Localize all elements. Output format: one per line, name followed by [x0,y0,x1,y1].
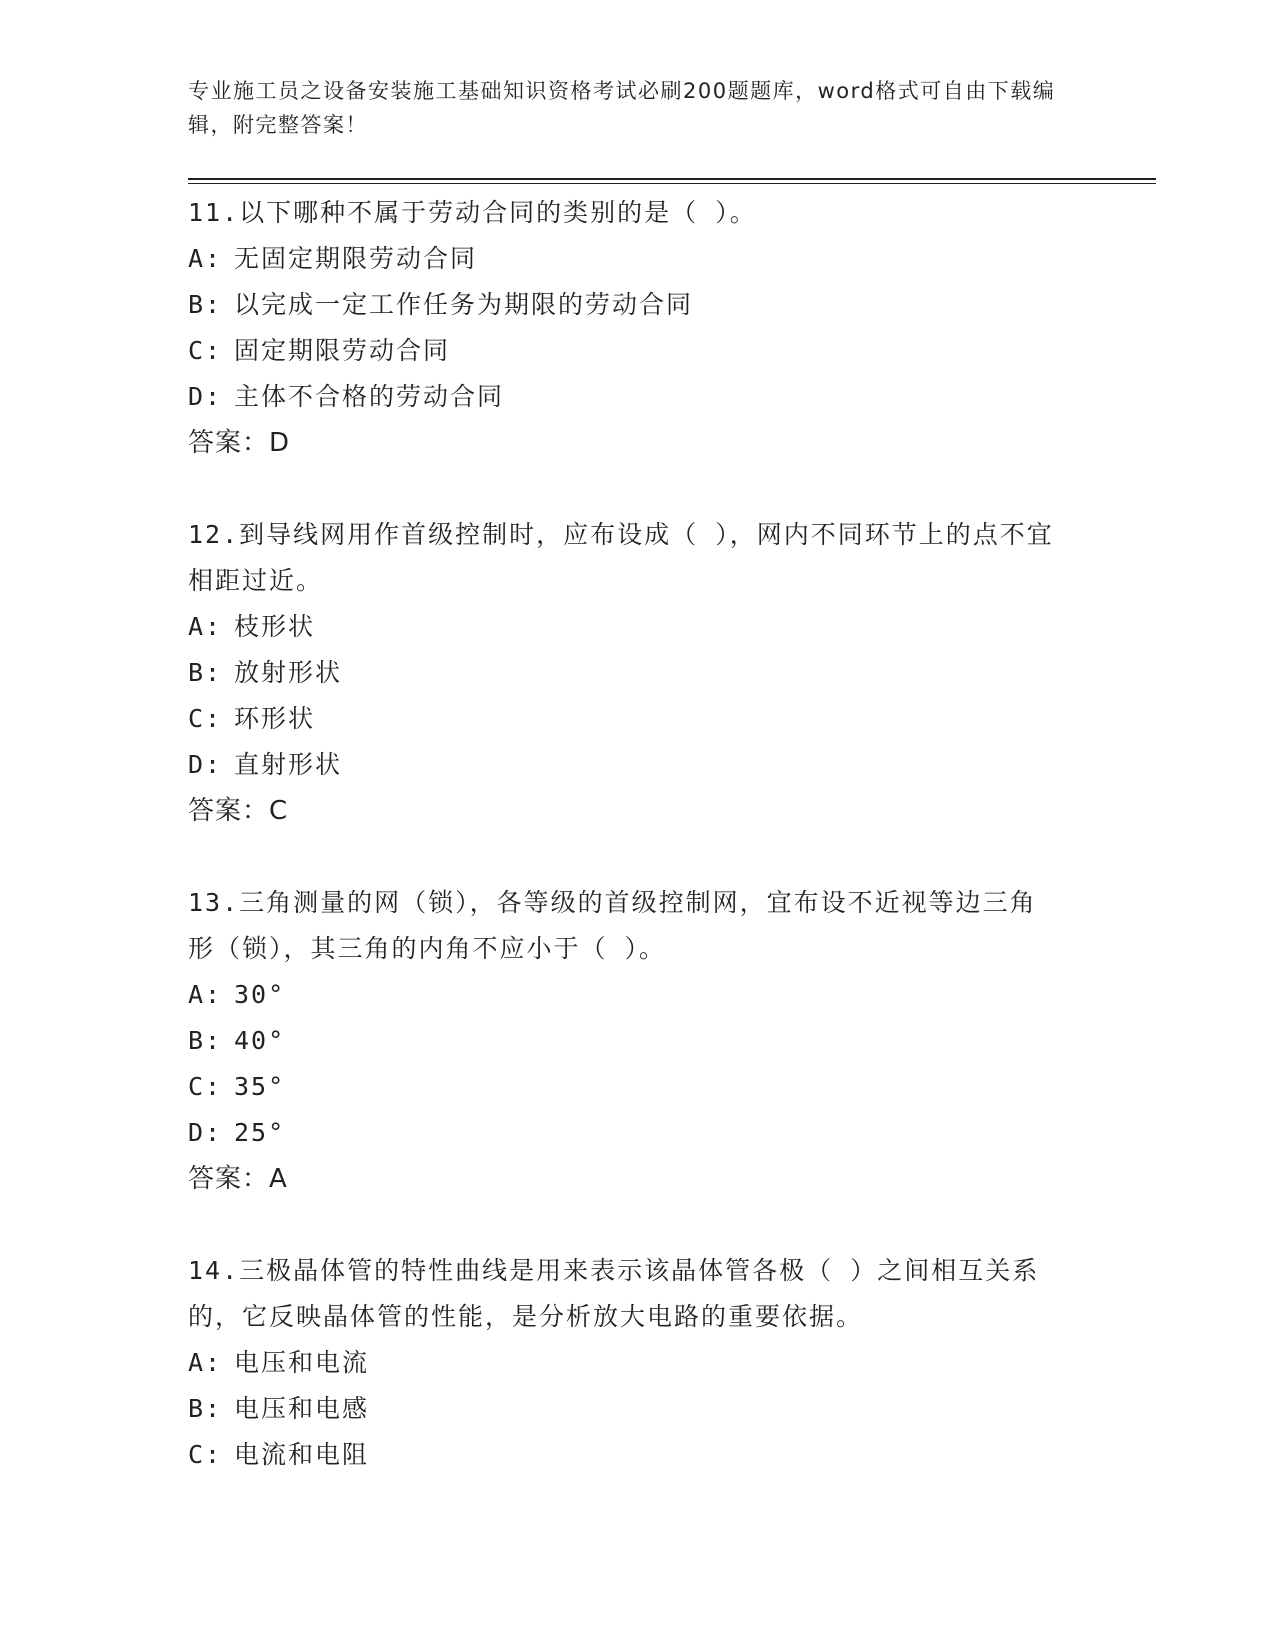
option-key: A: [188,980,223,1009]
option-key: A: [188,244,223,273]
option-text: 环形状 [234,704,316,733]
option-b [188,1018,1088,1064]
option-a [188,972,1088,1018]
option-d [188,374,1088,420]
option-c [188,328,1088,374]
question-block [188,880,1088,1202]
option-key: C: [188,336,223,365]
question-block [188,512,1088,834]
option-a [188,604,1088,650]
option-b [188,282,1088,328]
question-text: 13.三角测量的网（锁），各等级的首级控制网，宜布设不近视等边三角形（锁），其三角的内角不应小于（ ）。 [188,888,1037,963]
option-key: B: [188,1394,223,1423]
option-c [188,1432,1088,1478]
option-key: B: [188,290,223,319]
question-text: 14.三极晶体管的特性曲线是用来表示该晶体管各极（ ）之间相互关系的，它反映晶体管的性能，是分析放大电路的重要依据。 [188,1256,1040,1331]
option-text: 以完成一定工作任务为期限的劳动合同 [234,290,694,319]
option-a [188,1340,1088,1386]
header-divider-thick [188,178,1156,180]
question-list [188,190,1088,1524]
option-text: 电流和电阻 [234,1440,370,1469]
option-key: B: [188,1026,223,1055]
option-b [188,650,1088,696]
question-text: 11.以下哪种不属于劳动合同的类别的是（ ）。 [188,198,757,227]
question-block [188,190,1088,466]
answer-line: 答案：A [188,1164,288,1194]
question-text: 12.到导线网用作首级控制时，应布设成（ ），网内不同环节上的点不宜相距过近。 [188,520,1054,595]
option-text: 枝形状 [234,612,316,641]
option-text: 无固定期限劳动合同 [234,244,478,273]
option-key: A: [188,612,223,641]
option-key: C: [188,1072,223,1101]
option-text: 固定期限劳动合同 [234,336,451,365]
option-b [188,1386,1088,1432]
option-a [188,236,1088,282]
question-block [188,1248,1088,1478]
option-key: D: [188,382,223,411]
option-key: D: [188,1118,223,1147]
answer-line: 答案：C [188,796,289,826]
option-text: 直射形状 [234,750,343,779]
option-text: 电压和电流 [234,1348,370,1377]
option-d [188,1110,1088,1156]
option-text: 主体不合格的劳动合同 [234,382,505,411]
option-key: D: [188,750,223,779]
option-text: 30° [234,980,286,1009]
option-c [188,696,1088,742]
option-text: 25° [234,1118,286,1147]
option-key: B: [188,658,223,687]
option-key: C: [188,704,223,733]
option-key: A: [188,1348,223,1377]
option-text: 35° [234,1072,286,1101]
header-divider-thin [188,183,1156,184]
option-key: C: [188,1440,223,1469]
answer-line: 答案：D [188,428,291,458]
document-header: 专业施工员之设备安装施工基础知识资格考试必刷200题题库，word格式可自由下载编辑，附完整答案！ [188,79,1056,137]
option-text: 放射形状 [234,658,343,687]
option-text: 电压和电感 [234,1394,370,1423]
option-c [188,1064,1088,1110]
option-text: 40° [234,1026,286,1055]
option-d [188,742,1088,788]
